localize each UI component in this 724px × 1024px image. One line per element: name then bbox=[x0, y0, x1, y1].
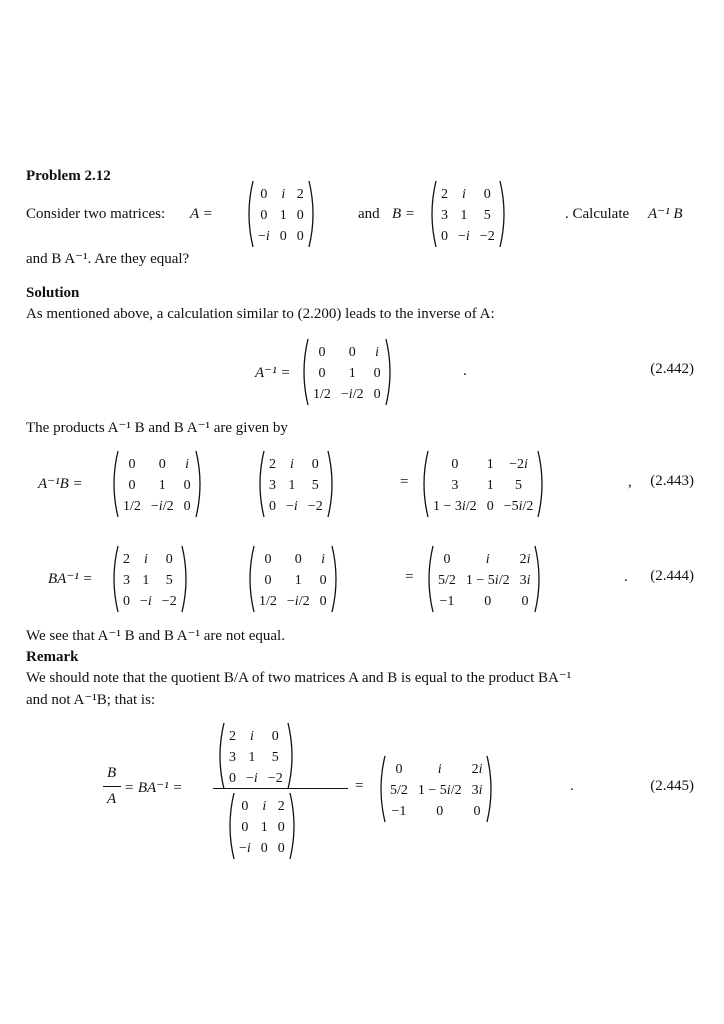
equation-number-2443: (2.443) bbox=[650, 473, 694, 489]
matrix-entry: 0 bbox=[318, 344, 326, 360]
eq-2445-middle: = BA⁻¹ = bbox=[124, 780, 183, 796]
matrix-entry: i bbox=[143, 551, 148, 567]
matrix-entry: 1 bbox=[288, 477, 296, 493]
remark-line2: and not A⁻¹B; that is: bbox=[26, 692, 156, 708]
matrix-entry: 1 − 5i/2 bbox=[417, 782, 462, 798]
matrix-entry: 0 bbox=[123, 594, 130, 610]
result-ainv-b-matrix-left-paren bbox=[420, 450, 430, 518]
matrix-entry: −2i bbox=[509, 456, 528, 472]
calculate-expression: A⁻¹ B bbox=[648, 206, 683, 222]
matrix-entry: 0 bbox=[483, 186, 491, 202]
matrix-entry: 0 bbox=[229, 771, 236, 787]
matrix-entry: 3 bbox=[441, 207, 448, 223]
result-b-ainv-matrix bbox=[425, 545, 543, 613]
fraction-numerator-b-matrix bbox=[216, 722, 296, 790]
matrix-entry: 1 bbox=[348, 365, 356, 381]
matrix-entry: 2i bbox=[519, 551, 531, 567]
matrix-a-cells bbox=[255, 180, 307, 248]
matrix-entry: 5 bbox=[483, 207, 491, 223]
matrix-a-inverse-cells bbox=[310, 338, 384, 406]
product2-b-matrix-left-paren bbox=[110, 545, 120, 613]
matrix-entry: 1/2 bbox=[123, 499, 141, 515]
problem-heading: Problem 2.12 bbox=[26, 168, 111, 184]
matrix-entry: 0 bbox=[128, 456, 136, 472]
fraction-denominator-a-matrix-left-paren bbox=[226, 792, 236, 860]
quotient-bar bbox=[103, 786, 121, 787]
matrix-entry: 2 bbox=[296, 186, 304, 202]
matrix-entry: 1 bbox=[279, 207, 287, 223]
period-2444: . bbox=[624, 569, 628, 585]
matrix-entry: 0 bbox=[277, 819, 285, 835]
matrix-entry: −i bbox=[258, 229, 270, 245]
matrix-entry: 3 bbox=[123, 572, 130, 588]
matrix-entry: 3 bbox=[451, 477, 459, 493]
fraction-bar bbox=[213, 788, 348, 789]
solution-heading: Solution bbox=[26, 285, 80, 301]
equation-number-2445: (2.445) bbox=[650, 778, 694, 794]
matrix-entry: 0 bbox=[260, 186, 268, 202]
matrix-entry: −2 bbox=[307, 499, 323, 515]
matrix-entry: 0 bbox=[277, 841, 285, 857]
matrix-a-inverse-left-paren bbox=[300, 338, 310, 406]
matrix-entry: 0 bbox=[451, 456, 459, 472]
period-2442: . bbox=[463, 363, 467, 379]
matrix-entry: 0 bbox=[128, 477, 136, 493]
matrix-entry: 2i bbox=[471, 761, 483, 777]
fraction-denominator-a-matrix-right-paren bbox=[288, 792, 298, 860]
product-ainv-matrix bbox=[110, 450, 204, 518]
matrix-entry: 3i bbox=[519, 572, 531, 588]
matrix-entry: 1 bbox=[260, 819, 268, 835]
matrix-entry: −5i/2 bbox=[503, 499, 534, 515]
product2-ainv-matrix-cells bbox=[256, 545, 330, 613]
matrix-entry: 0 bbox=[395, 761, 403, 777]
remark-line1: We should note that the quotient B/A of two matrices A and B is equal to the product BA⁻¹ bbox=[26, 670, 572, 686]
matrix-entry: i bbox=[262, 798, 267, 814]
not-equal-text: We see that A⁻¹ B and B A⁻¹ are not equal. bbox=[26, 628, 285, 644]
result-ainv-b-matrix-right-paren bbox=[536, 450, 546, 518]
matrix-entry: 0 bbox=[279, 229, 287, 245]
matrix-entry: 0 bbox=[319, 572, 327, 588]
matrix-entry: −2 bbox=[479, 229, 495, 245]
matrix-entry: 0 bbox=[373, 365, 381, 381]
matrix-entry: i bbox=[281, 186, 286, 202]
remark-heading: Remark bbox=[26, 649, 79, 665]
product2-b-matrix bbox=[110, 545, 190, 613]
matrix-entry: −i/2 bbox=[150, 499, 174, 515]
product-b-matrix bbox=[256, 450, 336, 518]
matrix-entry: 5 bbox=[165, 572, 173, 588]
matrix-entry: 3 bbox=[269, 477, 276, 493]
matrix-entry: 0 bbox=[183, 499, 191, 515]
ainv-label: A⁻¹ = bbox=[255, 365, 291, 381]
matrix-entry: −i bbox=[246, 771, 258, 787]
matrix-entry: i bbox=[437, 761, 442, 777]
matrix-entry: 0 bbox=[269, 499, 276, 515]
matrix-entry: 2 bbox=[269, 456, 276, 472]
matrix-entry: −1 bbox=[439, 594, 455, 610]
matrix-entry: 1 bbox=[142, 572, 150, 588]
matrix-entry: 0 bbox=[484, 594, 492, 610]
result-ainv-b-matrix bbox=[420, 450, 546, 518]
matrix-entry: 5 bbox=[311, 477, 319, 493]
matrix-b-cells bbox=[438, 180, 498, 248]
matrix-entry: 0 bbox=[183, 477, 191, 493]
product-b-matrix-right-paren bbox=[326, 450, 336, 518]
eq-2445-equals: = bbox=[355, 778, 364, 794]
product2-b-matrix-cells bbox=[120, 545, 180, 613]
fraction-denominator-a-matrix bbox=[226, 792, 298, 860]
matrix-entry: 1 bbox=[248, 749, 256, 765]
matrix-entry: 1 bbox=[486, 456, 494, 472]
matrix-entry: 0 bbox=[260, 207, 268, 223]
period-2445: . bbox=[570, 778, 574, 794]
problem-question: and B A⁻¹. Are they equal? bbox=[26, 251, 190, 267]
matrix-entry: −i bbox=[239, 841, 251, 857]
matrix-entry: 0 bbox=[486, 499, 494, 515]
matrix-entry: i bbox=[321, 551, 326, 567]
product2-b-matrix-right-paren bbox=[180, 545, 190, 613]
matrix-entry: 1/2 bbox=[259, 594, 277, 610]
matrix-entry: 0 bbox=[260, 841, 268, 857]
matrix-entry: −i bbox=[286, 499, 298, 515]
matrix-entry: 0 bbox=[264, 572, 272, 588]
matrix-entry: 1 − 3i/2 bbox=[433, 499, 477, 515]
matrix-entry: −1 bbox=[391, 804, 407, 820]
result-b-ainv-matrix-left-paren bbox=[425, 545, 435, 613]
matrix-entry: −i/2 bbox=[286, 594, 310, 610]
matrix-entry: 1 − 5i/2 bbox=[465, 572, 510, 588]
matrix-a-inverse-right-paren bbox=[384, 338, 394, 406]
matrix-entry: 0 bbox=[271, 728, 279, 744]
matrix-entry: 1 bbox=[486, 477, 494, 493]
product-b-matrix-left-paren bbox=[256, 450, 266, 518]
matrix-entry: 0 bbox=[443, 551, 451, 567]
matrix-entry: 0 bbox=[158, 456, 166, 472]
matrix-entry: 0 bbox=[473, 804, 481, 820]
matrix-b-left-paren bbox=[428, 180, 438, 248]
matrix-entry: 0 bbox=[441, 229, 448, 245]
matrix-a bbox=[245, 180, 317, 248]
matrix-b bbox=[428, 180, 508, 248]
matrix-entry: 0 bbox=[241, 819, 249, 835]
matrix-entry: −i bbox=[140, 594, 152, 610]
matrix-entry: 3 bbox=[229, 749, 236, 765]
product2-ainv-matrix-left-paren bbox=[246, 545, 256, 613]
matrix-entry: 0 bbox=[264, 551, 272, 567]
matrix-a-right-paren bbox=[307, 180, 317, 248]
matrix-entry: −2 bbox=[267, 771, 283, 787]
quotient-numerator: B bbox=[107, 765, 117, 781]
matrix-entry: 3i bbox=[471, 782, 483, 798]
matrix-entry: 2 bbox=[441, 186, 448, 202]
matrix-b-right-paren bbox=[498, 180, 508, 248]
matrix-entry: i bbox=[185, 456, 190, 472]
matrix-entry: 5 bbox=[515, 477, 523, 493]
quotient-denominator: A bbox=[107, 791, 117, 807]
matrix-entry: 0 bbox=[241, 798, 249, 814]
matrix-b-label: B = bbox=[392, 206, 416, 222]
quotient-result-matrix bbox=[377, 755, 495, 823]
quotient-result-matrix-left-paren bbox=[377, 755, 387, 823]
matrix-entry: 2 bbox=[123, 551, 130, 567]
eq-2443-equals: = bbox=[400, 474, 409, 490]
eq-2444-lhs: BA⁻¹ = bbox=[48, 571, 93, 587]
matrix-a-left-paren bbox=[245, 180, 255, 248]
matrix-a-inverse bbox=[300, 338, 394, 406]
problem-intro: Consider two matrices: bbox=[26, 206, 166, 222]
matrix-entry: 0 bbox=[294, 551, 302, 567]
quotient-result-matrix-cells bbox=[387, 755, 485, 823]
product2-ainv-matrix bbox=[246, 545, 340, 613]
matrix-entry: −2 bbox=[161, 594, 177, 610]
matrix-entry: 1 bbox=[158, 477, 166, 493]
matrix-entry: −i/2 bbox=[340, 387, 364, 403]
result-b-ainv-matrix-right-paren bbox=[533, 545, 543, 613]
matrix-entry: 1 bbox=[294, 572, 302, 588]
matrix-entry: i bbox=[249, 728, 254, 744]
matrix-entry: 0 bbox=[296, 229, 304, 245]
matrix-entry: 0 bbox=[373, 387, 381, 403]
solution-text: As mentioned above, a calculation similar to (2.200) leads to the inverse of A: bbox=[26, 306, 495, 322]
eq-2444-equals: = bbox=[405, 569, 414, 585]
fraction-numerator-b-matrix-right-paren bbox=[286, 722, 296, 790]
matrix-entry: 1 bbox=[460, 207, 468, 223]
products-text: The products A⁻¹ B and B A⁻¹ are given by bbox=[26, 420, 288, 436]
comma-2443: , bbox=[628, 474, 632, 490]
matrix-entry: 0 bbox=[348, 344, 356, 360]
product-ainv-matrix-left-paren bbox=[110, 450, 120, 518]
result-b-ainv-matrix-cells bbox=[435, 545, 533, 613]
product2-ainv-matrix-right-paren bbox=[330, 545, 340, 613]
result-ainv-b-matrix-cells bbox=[430, 450, 536, 518]
matrix-entry: 0 bbox=[296, 207, 304, 223]
matrix-entry: −i bbox=[458, 229, 470, 245]
product-b-matrix-cells bbox=[266, 450, 326, 518]
fraction-numerator-b-matrix-left-paren bbox=[216, 722, 226, 790]
matrix-entry: i bbox=[461, 186, 466, 202]
quotient-result-matrix-right-paren bbox=[485, 755, 495, 823]
matrix-entry: 5/2 bbox=[390, 782, 408, 798]
matrix-entry: 2 bbox=[277, 798, 285, 814]
eq-2443-lhs: A⁻¹B = bbox=[38, 476, 83, 492]
product-ainv-matrix-cells bbox=[120, 450, 194, 518]
equation-number-2444: (2.444) bbox=[650, 568, 694, 584]
matrix-entry: 2 bbox=[229, 728, 236, 744]
matrix-entry: 0 bbox=[521, 594, 529, 610]
calculate-text: . Calculate bbox=[565, 206, 630, 222]
fraction-denominator-a-matrix-cells bbox=[236, 792, 288, 860]
matrix-entry: 0 bbox=[436, 804, 444, 820]
matrix-entry: i bbox=[485, 551, 490, 567]
product-ainv-matrix-right-paren bbox=[194, 450, 204, 518]
matrix-entry: 0 bbox=[165, 551, 173, 567]
matrix-entry: 0 bbox=[319, 594, 327, 610]
matrix-a-label: A = bbox=[190, 206, 213, 222]
fraction-numerator-b-matrix-cells bbox=[226, 722, 286, 790]
matrix-entry: i bbox=[375, 344, 380, 360]
matrix-entry: 0 bbox=[311, 456, 319, 472]
matrix-entry: 1/2 bbox=[313, 387, 331, 403]
and-word: and bbox=[358, 206, 380, 222]
matrix-entry: i bbox=[289, 456, 294, 472]
matrix-entry: 5/2 bbox=[438, 572, 456, 588]
matrix-entry: 5 bbox=[271, 749, 279, 765]
matrix-entry: 0 bbox=[318, 365, 326, 381]
equation-number-2442: (2.442) bbox=[650, 361, 694, 377]
